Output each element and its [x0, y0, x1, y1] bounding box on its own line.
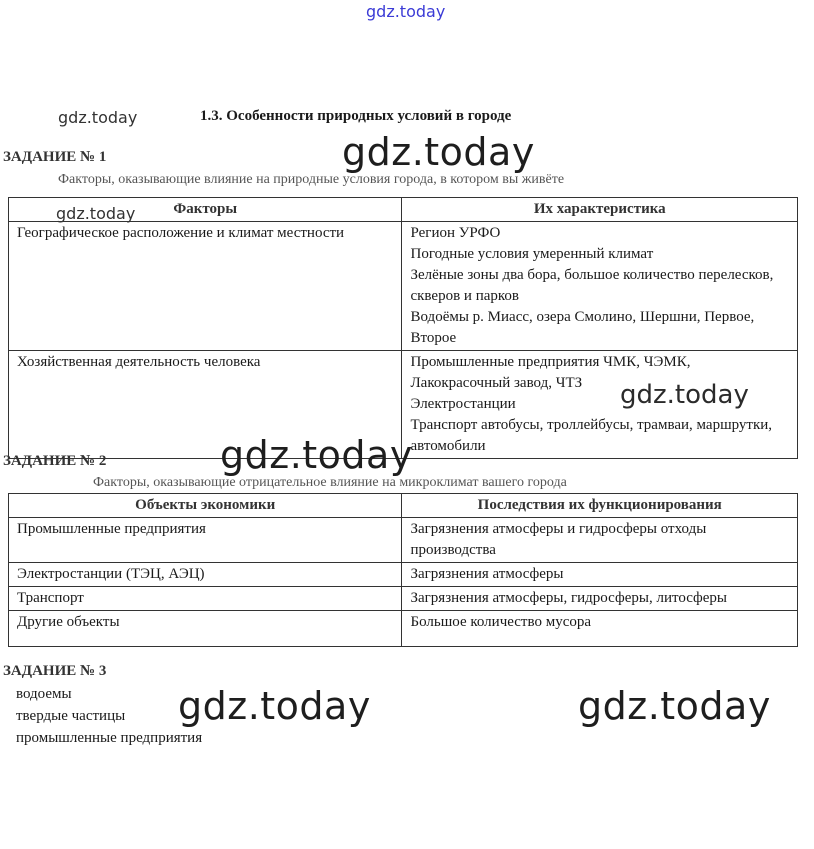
characteristic-line: Промышленные предприятия ЧМК, ЧЭМК, Лакокрасочный завод, ЧТЗ — [410, 354, 691, 391]
effect-cell: Загрязнения атмосферы и гидросферы отходы производства — [402, 518, 798, 563]
watermark-large: gdz.today — [178, 684, 371, 728]
watermark-large: gdz.today — [342, 130, 535, 174]
table-row — [9, 587, 798, 611]
list-item: твердые частицы — [16, 708, 126, 724]
table-header-row — [9, 494, 798, 518]
task1-table — [8, 197, 798, 459]
factor-cell: Хозяйственная деятельность человека — [9, 351, 402, 459]
section-title: 1.3. Особенности природных условий в городе — [200, 108, 512, 124]
watermark-large: gdz.today — [578, 684, 771, 728]
object-cell: Транспорт — [9, 587, 402, 611]
table-row — [9, 518, 798, 563]
task2-caption: Факторы, оказывающие отрицательное влияние на микроклимат вашего города — [93, 475, 567, 490]
table-row — [9, 222, 798, 351]
effect-cell: Загрязнения атмосферы, гидросферы, литосферы — [402, 587, 798, 611]
characteristic-cell — [402, 222, 798, 351]
characteristic-line: Транспорт автобусы, троллейбусы, трамваи, маршрутки, автомобили — [410, 417, 773, 454]
object-cell: Промышленные предприятия — [9, 518, 402, 563]
table-header-cell: Объекты экономики — [9, 494, 402, 518]
watermark-medium: gdz.today — [620, 380, 749, 410]
task1-caption: Факторы, оказывающие влияние на природные условия города, в котором вы живёте — [58, 172, 565, 187]
task3-label: ЗАДАНИЕ № 3 — [3, 663, 107, 679]
list-item: промышленные предприятия — [16, 730, 203, 746]
task2-label: ЗАДАНИЕ № 2 — [3, 453, 107, 469]
watermark-small: gdz.today — [58, 108, 138, 127]
table-header-cell: Их характеристика — [402, 198, 798, 222]
watermark-top: gdz.today — [366, 2, 446, 21]
factor-cell: Географическое расположение и климат местности — [9, 222, 402, 351]
watermark-small: gdz.today — [56, 204, 136, 223]
task3-list — [16, 683, 202, 749]
characteristic-line: Погодные условия умеренный климат — [410, 246, 654, 262]
object-cell: Электростанции (ТЭЦ, АЭЦ) — [9, 563, 402, 587]
task1-label: ЗАДАНИЕ № 1 — [3, 149, 107, 165]
table-header-cell: Последствия их функционирования — [402, 494, 798, 518]
table-row — [9, 563, 798, 587]
characteristic-line: Электростанции — [410, 396, 516, 412]
effect-cell: Загрязнения атмосферы — [402, 563, 798, 587]
characteristic-line: Водоёмы р. Миасс, озера Смолино, Шершни, Первое, Второе — [410, 309, 755, 346]
effect-cell: Большое количество мусора — [402, 611, 798, 647]
list-item: водоемы — [16, 686, 72, 702]
table-header-cell: Факторы — [9, 198, 402, 222]
table-row — [9, 611, 798, 647]
characteristic-line: Зелёные зоны два бора, большое количество перелесков, скверов и парков — [410, 267, 774, 304]
characteristic-line: Регион УРФО — [410, 225, 501, 241]
task2-table — [8, 493, 798, 647]
watermark-large: gdz.today — [220, 433, 413, 477]
object-cell: Другие объекты — [9, 611, 402, 647]
